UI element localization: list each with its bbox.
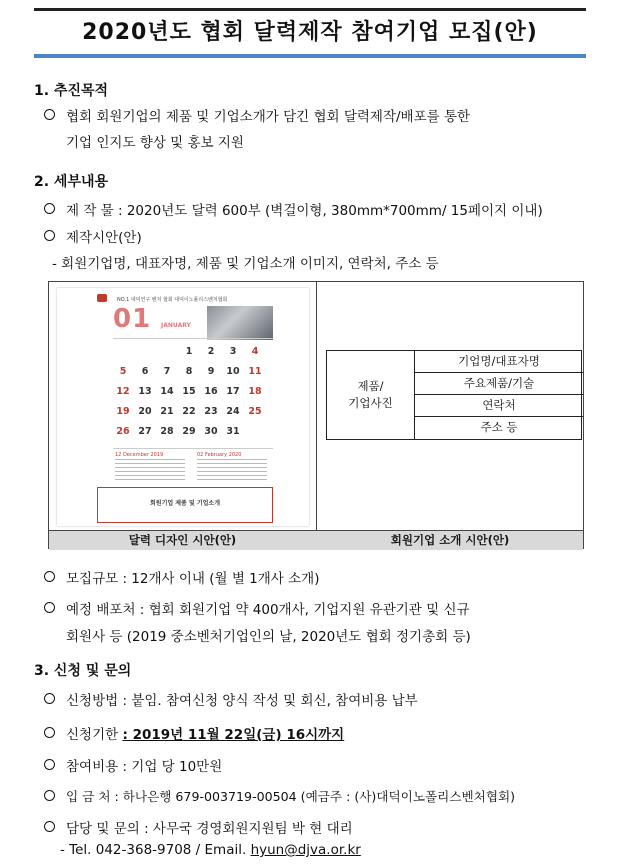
section2-item4-line2: 회원사 등 (2019 중소벤처기업인의 날, 2020년도 협회 정기총회 등) [66, 629, 471, 645]
page-title: 2020년도 협회 달력제작 참여기업 모집(안) [82, 20, 538, 45]
calendar-day: 24 [226, 406, 240, 417]
bullet-icon [44, 230, 55, 241]
bullet-icon [44, 602, 55, 613]
caption-right: 회원기업 소개 시안(안) [390, 533, 510, 547]
member-info-table [326, 350, 582, 440]
calendar-day: 9 [207, 366, 215, 377]
calendar-day: 30 [204, 426, 218, 437]
calendar-day: 4 [251, 346, 259, 357]
calendar-day: 20 [138, 406, 152, 417]
bullet-icon [44, 693, 55, 704]
section1-item1-line2: 기업 인지도 향상 및 홍보 지원 [66, 135, 244, 151]
calendar-day: 6 [141, 366, 149, 377]
title-rule-bottom [34, 54, 586, 58]
info-row: 기업명/대표자명 [415, 351, 583, 373]
calendar-day: 26 [116, 426, 130, 437]
bullet-icon [44, 727, 55, 738]
company-photo [207, 306, 273, 340]
calendar-day: 7 [163, 366, 171, 377]
calendar-day: 28 [160, 426, 174, 437]
bullet-icon [44, 571, 55, 582]
member-intro-box: 회원기업 제품 및 기업소개 [97, 487, 273, 523]
calendar-day: 5 [119, 366, 127, 377]
mini-calendar-right [197, 459, 267, 483]
section2-heading: 2. 세부내용 [34, 174, 109, 190]
calendar-day: 29 [182, 426, 196, 437]
bullet-icon [44, 759, 55, 770]
contact-line: - Tel. 042-368-9708 / Email. hyun@djva.or.kr [60, 842, 361, 858]
calendar-day: 23 [204, 406, 218, 417]
calendar-day: 10 [226, 366, 240, 377]
email-link[interactable]: hyun@djva.or.kr [250, 842, 361, 858]
calendar-day: 22 [182, 406, 196, 417]
design-draft-figure [48, 281, 584, 549]
info-row: 연락처 [415, 395, 583, 417]
logo-icon [97, 294, 107, 302]
month-number: 01 [113, 304, 152, 334]
deadline-text: : 2019년 11월 22일(금) 16시까지 [122, 727, 345, 743]
calendar-day: 13 [138, 386, 152, 397]
calendar-day: 3 [229, 346, 237, 357]
calendar-day: 8 [185, 366, 193, 377]
section2-sub: - 회원기업명, 대표자명, 제품 및 기업소개 이미지, 연락처, 주소 등 [52, 256, 439, 272]
calendar-day: 27 [138, 426, 152, 437]
figure-caption-bar [49, 530, 583, 550]
calendar-day: 17 [226, 386, 240, 397]
info-photo-cell: 제품/ 기업사진 [327, 351, 415, 439]
month-name: JANUARY [161, 322, 191, 329]
section1-heading: 1. 추진목적 [34, 83, 109, 99]
calendar-day: 15 [182, 386, 196, 397]
calendar-day: 19 [116, 406, 130, 417]
calendar-day: 11 [248, 366, 262, 377]
calendar-day: 18 [248, 386, 262, 397]
calendar-header: NO.1 대덕연구 벤처 협회 대덕이노폴리스벤처협회 [117, 297, 228, 303]
bullet-icon [44, 203, 55, 214]
title-rule-top [34, 8, 586, 11]
calendar-day: 1 [185, 346, 193, 357]
section3-heading: 3. 신청 및 문의 [34, 663, 132, 679]
calendar-day: 31 [226, 426, 240, 437]
calendar-day: 2 [207, 346, 215, 357]
calendar-day: 21 [160, 406, 174, 417]
mini-calendar-left [115, 459, 185, 483]
caption-left: 달력 디자인 시안(안) [128, 533, 237, 547]
info-row: 주요제품/기술 [415, 373, 583, 395]
calendar-day: 25 [248, 406, 262, 417]
calendar-mockup [57, 288, 309, 526]
mini-calendar-right-label: 02 February 2020 [197, 452, 242, 458]
bullet-icon [44, 821, 55, 832]
calendar-day: 14 [160, 386, 174, 397]
info-row: 주소 등 [480, 420, 518, 434]
bullet-icon [44, 790, 55, 801]
bullet-icon [44, 109, 55, 120]
calendar-day: 12 [116, 386, 130, 397]
calendar-day: 16 [204, 386, 218, 397]
mini-calendar-left-label: 12 December 2019 [115, 452, 164, 458]
